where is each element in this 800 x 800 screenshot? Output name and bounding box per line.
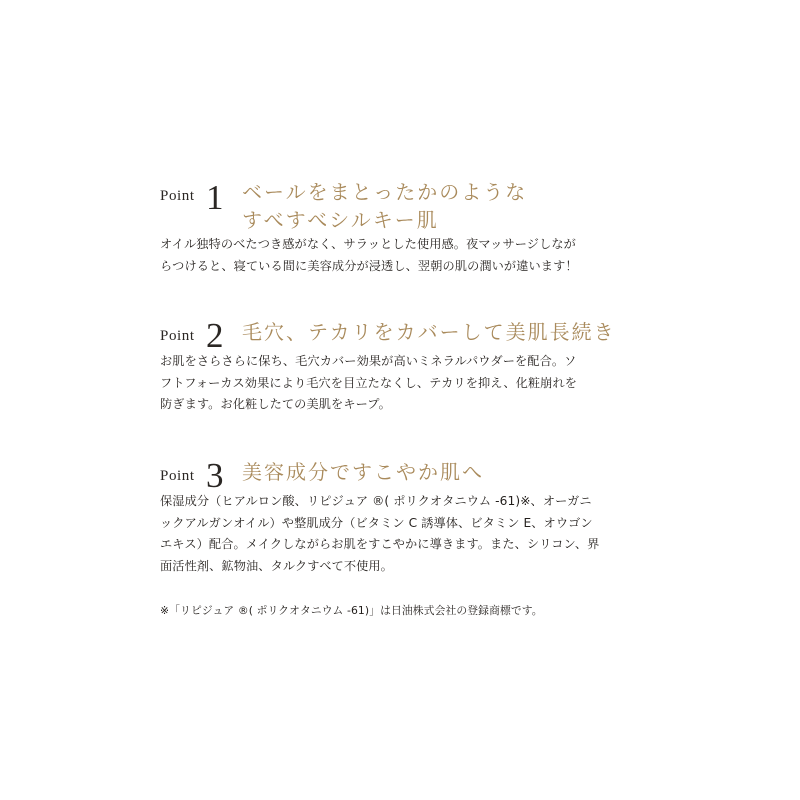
point-3-label: Point	[160, 468, 195, 484]
point-3-body-line-2: ックアルガンオイル）や整肌成分（ビタミン C 誘導体、ビタミン E、オウゴン	[160, 515, 593, 530]
point-2-body-line-2: フトフォーカス効果により毛穴を目立たなくし、テカリを抑え、化粧崩れを	[160, 375, 578, 390]
point-3-body-line-4: 面活性剤、鉱物油、タルクすべて不使用。	[160, 558, 393, 573]
point-2-label: Point	[160, 328, 195, 344]
point-2-body-line-3: 防ぎます。お化粧したての美肌をキープ。	[160, 397, 391, 411]
point-1-number: 1	[206, 178, 224, 217]
point-3-title	[242, 458, 484, 486]
point-3-body-line-1: 保湿成分（ヒアルロン酸、リピジュア ®( ポリクオタニウム -61)※、オーガニ	[160, 494, 592, 508]
point-1-section	[160, 178, 650, 273]
point-2-title	[242, 318, 616, 346]
point-3-body	[160, 491, 650, 577]
trademark-footnote: ※「リピジュア ®( ポリクオタニウム -61)」は日油株式会社の登録商標です。	[160, 604, 543, 617]
point-1-body	[160, 234, 650, 277]
point-1-title	[242, 178, 527, 234]
point-2-body-line-1: お肌をさらさらに保ち、毛穴カバー効果が高いミネラルパウダーを配合。ソ	[160, 354, 577, 368]
point-3-body-line-3: エキス）配合。メイクしながらお肌をすこやかに導きます。また、シリコン、界	[160, 537, 600, 551]
point-3-section	[160, 456, 650, 573]
point-2-section	[160, 316, 650, 411]
point-3-title-line-1: 美容成分ですこやか肌へ	[242, 460, 484, 484]
point-1-title-line-1: ベールをまとったかのような	[242, 180, 528, 204]
point-1-title-line-2: すべすべシルキー肌	[242, 208, 439, 232]
point-2-heading	[160, 316, 650, 355]
point-3-heading	[160, 456, 650, 495]
point-2-body	[160, 351, 650, 416]
point-2-number: 2	[206, 316, 224, 355]
point-3-number: 3	[206, 456, 224, 495]
point-1-body-line-1: オイル独特のべたつき感がなく、サラッとした使用感。夜マッサージしなが	[160, 237, 576, 251]
point-1-body-line-2: らつけると、寝ている間に美容成分が浸透し、翌朝の肌の潤いが違います！	[160, 258, 578, 273]
point-2-title-line-1: 毛穴、テカリをカバーして美肌長続き	[242, 320, 616, 344]
point-1-label: Point	[160, 188, 195, 204]
point-1-heading	[160, 178, 650, 232]
